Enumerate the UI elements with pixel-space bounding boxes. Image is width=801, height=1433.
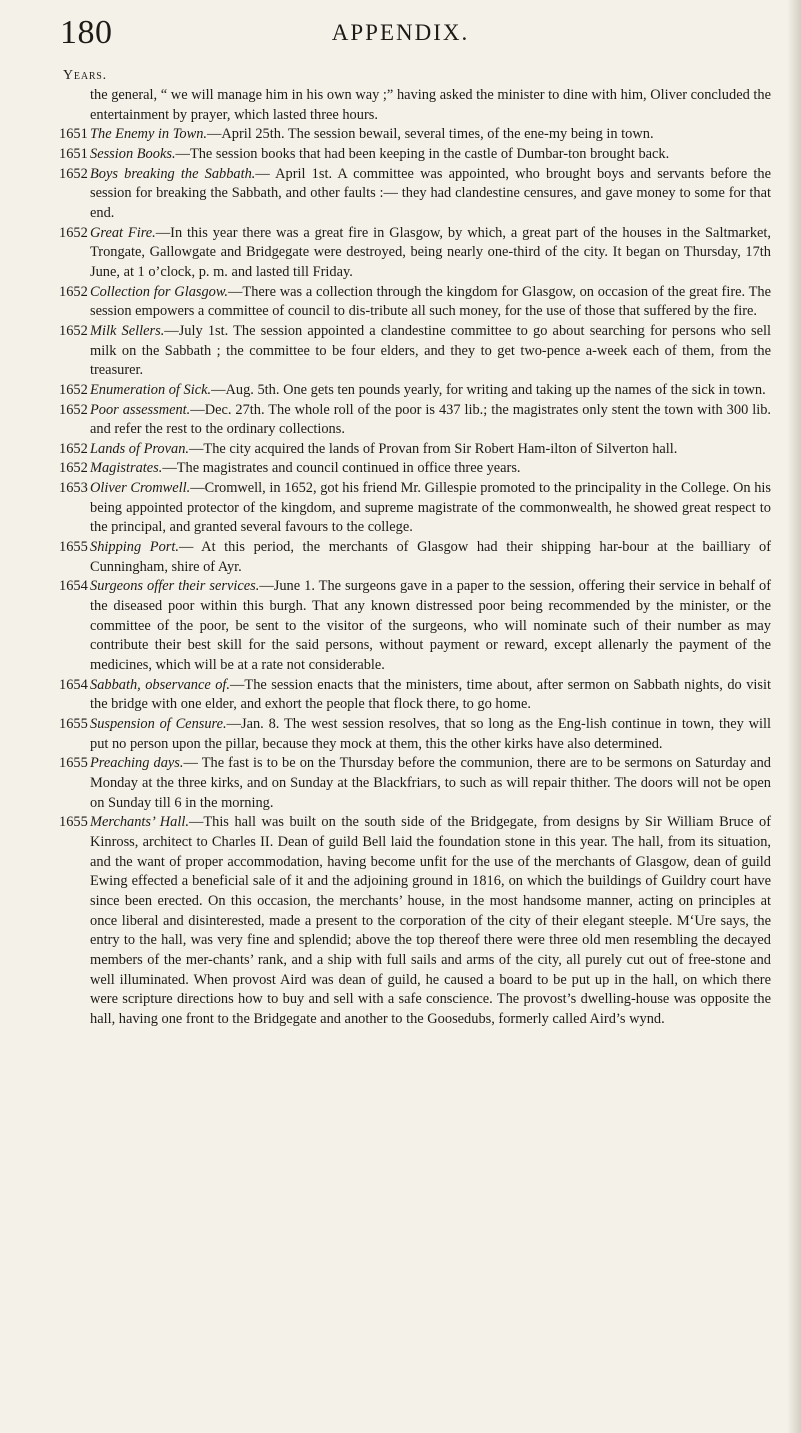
chronology-entry xyxy=(59,145,771,165)
entry-title: Boys breaking the Sabbath. xyxy=(90,165,256,182)
entry-text: — April 1st. A committee was appointed, who brought boys and servants before the session for breaking the Sabbath, and other faults :— they had clandestine censures, and gave money to some for that end. xyxy=(90,165,771,221)
entry-title: Milk Sellers. xyxy=(90,322,165,339)
entry-text: —Aug. 5th. One gets ten pounds yearly, for writing and taking up the names of the sick in town. xyxy=(211,381,766,398)
entry-text: —The session books that had been keeping in the castle of Dumbar-ton brought back. xyxy=(175,145,670,162)
entry-year: 1655 xyxy=(59,814,88,831)
entry-text: —Jan. 8. The west session resolves, that so long as the Eng-lish continue in town, they will put no person upon the pillar, because they mock at them, this the other kirks have also determined. xyxy=(90,716,771,752)
entry-title: Collection for Glasgow. xyxy=(90,283,229,300)
entry-text: —July 1st. The session appointed a clandestine committee to go about searching for persons who sell milk on the Sabbath ; the committee to be four elders, and they to get two-pence a-week each of them, from the treasurer. xyxy=(90,322,771,379)
entry-text: —Cromwell, in 1652, got his friend Mr. Gillespie promoted to the principality in the College. On his being appointed protector of the kingdom, and supreme magistrate of the commonwealth, he showed great respect to the principal, and granted several favours to the college. xyxy=(90,480,771,536)
entry-year: 1652 xyxy=(59,322,88,339)
chronology-entry xyxy=(59,440,771,460)
chronology-entry xyxy=(59,322,771,381)
entry-title: Oliver Cromwell. xyxy=(90,480,191,497)
chronology-entry xyxy=(59,459,771,479)
entry-title: Lands of Provan. xyxy=(90,440,190,457)
entry-year: 1652 xyxy=(59,224,88,241)
entry-title: Merchants’ Hall. xyxy=(90,814,189,831)
continued-paragraph: the general, “ we will manage him in his own way ;” having asked the minister to dine with him, Oliver concluded the entertainment by prayer, which lasted three hours. xyxy=(90,87,771,123)
entry-year: 1655 xyxy=(59,716,88,732)
chronology-entry xyxy=(59,813,771,1029)
entry-year: 1652 xyxy=(59,283,88,300)
chronology-entry xyxy=(59,381,771,401)
chronology-entry xyxy=(59,283,771,322)
entry-year: 1651 xyxy=(59,126,88,143)
entry-year: 1654 xyxy=(59,578,88,595)
chronology-entry xyxy=(59,538,771,577)
entry-text: —The magistrates and council continued in office three years. xyxy=(162,460,521,477)
entry-title: Shipping Port. xyxy=(90,539,179,556)
chronology-entry xyxy=(59,754,771,813)
entry-list xyxy=(59,125,771,1029)
chronology-entry xyxy=(59,401,771,440)
chronology-entry xyxy=(59,715,771,754)
chronology-entry xyxy=(59,676,771,715)
entry-title: Preaching days. xyxy=(90,755,184,772)
chronology-entry xyxy=(59,165,771,224)
entry-title: Magistrates. xyxy=(90,460,163,477)
entry-text: — The fast is to be on the Thursday before the communion, there are to be sermons on Saturday and Monday at the three kirks, and on Sunday at the Blackfriars, to such as will repair thither. The doors will not be open on Sunday till 6 in the morning. xyxy=(90,755,772,811)
entry-text: —In this year there was a great fire in Glasgow, by which, a great part of the houses in the Saltmarket, Trongate, Gallowgate and Bridgegate were destroyed, being nearly one-third of the city. It began on Thursday, 17th June, at 1 o’clock, p. m. and lasted till Friday. xyxy=(90,224,771,280)
entry-title: Session Books. xyxy=(90,145,176,162)
entry-year: 1655 xyxy=(59,539,88,556)
entry-text: —There was a collection through the kingdom for Glasgow, on occasion of the great fire. The session empowers a committee of council to dis-tribute all such money, for the use of those that suffered by the fire. xyxy=(90,283,771,320)
entry-year: 1652 xyxy=(59,460,88,477)
entry-title: Surgeons offer their services. xyxy=(90,578,260,595)
page-number: 180 xyxy=(60,14,113,51)
entry-title: The Enemy in Town. xyxy=(90,126,207,143)
entry-year: 1652 xyxy=(59,381,88,398)
entry-year: 1652 xyxy=(59,401,88,418)
entry-year: 1652 xyxy=(59,165,88,182)
chronology-entry xyxy=(59,479,771,538)
entry-title: Enumeration of Sick. xyxy=(90,381,212,398)
entry-year: 1654 xyxy=(59,676,88,693)
entry-text: —April 25th. The session bewail, several times, of the ene-my being in town. xyxy=(207,126,654,143)
years-column-label: Years. xyxy=(63,68,107,83)
entry-text: —June 1. The surgeons gave in a paper to the session, offering their service in behalf of the diseased poor within this burgh. That any known distressed poor being recommended by the minister, or the committee of the poor, be sent to the visitor of the surgeons, who will nominate such of their number as may contribute their best skill for the said persons, without payment or reward, except allenarly the payment of the medicines, which will be at a rate not considerable. xyxy=(90,578,771,674)
entry-title: Poor assessment. xyxy=(90,401,191,418)
chronology-entry xyxy=(59,224,771,283)
chronology-entries xyxy=(59,86,771,1030)
entry-title: Sabbath, observance of. xyxy=(90,676,231,693)
entry-text: — At this period, the merchants of Glasgow had their shipping har-bour at the bailliary of Cunningham, shire of Ayr. xyxy=(90,539,771,575)
entry-year: 1653 xyxy=(59,480,88,497)
entry-year: 1652 xyxy=(59,440,88,457)
page-edge-shadow xyxy=(787,0,801,1433)
chronology-entry xyxy=(59,125,771,145)
entry-text: —The session enacts that the ministers, time about, after sermon on Sabbath nights, do visit the bridge with one elder, and exhort the people that flock there, to go home. xyxy=(90,676,771,713)
entry-title: Great Fire. xyxy=(90,224,156,241)
entry-text: —Dec. 27th. The whole roll of the poor is 437 lib.; the magistrates only stent the town with 300 lib. and refer the rest to the ordinary collections. xyxy=(90,401,771,438)
entry-year: 1655 xyxy=(59,755,88,772)
running-head: APPENDIX. xyxy=(331,20,470,45)
entry-year: 1651 xyxy=(59,145,88,162)
entry-text: —This hall was built on the south side of the Bridgegate, from designs by Sir William Bruce of Kinross, architect to Charles II. Dean of guild Bell laid the foundation stone in this year. The hall, from its situation, and the want of proper accommodation, having become unfit for the use of the merchants of Glasgow, dean of guild Ewing effected a beneficial sale of it and the adjoining ground in 1816, on which the buildings of Guildry court have since been erected. On this occasion, the merchants’ house, in the most handsome manner, acting on principles at once liberal and disinterested, made a present to the corporation of the city of their elegant steeple. M‘Ure says, the entry to the hall, was very fine and splendid; above the top thereof there were three old men resembling the decayed members of the mer-chants’ rank, and a ship with full sails and arms of the city, all purely cut out of free-stone and well illuminated. When provost Aird was dean of guild, he caused a board to be put up in the hall, on which there were scripture directions how to buy and sell with a safe conscience. The provost’s dwelling-house was opposite the hall, having one front to the Bridgegate and another to the Goosedubs, formerly called Aird’s wynd. xyxy=(90,814,771,1027)
chronology-entry xyxy=(59,577,771,675)
entry-text: —The city acquired the lands of Provan from Sir Robert Ham-ilton of Silverton hall. xyxy=(189,440,678,457)
entry-title: Suspension of Censure. xyxy=(90,716,227,732)
